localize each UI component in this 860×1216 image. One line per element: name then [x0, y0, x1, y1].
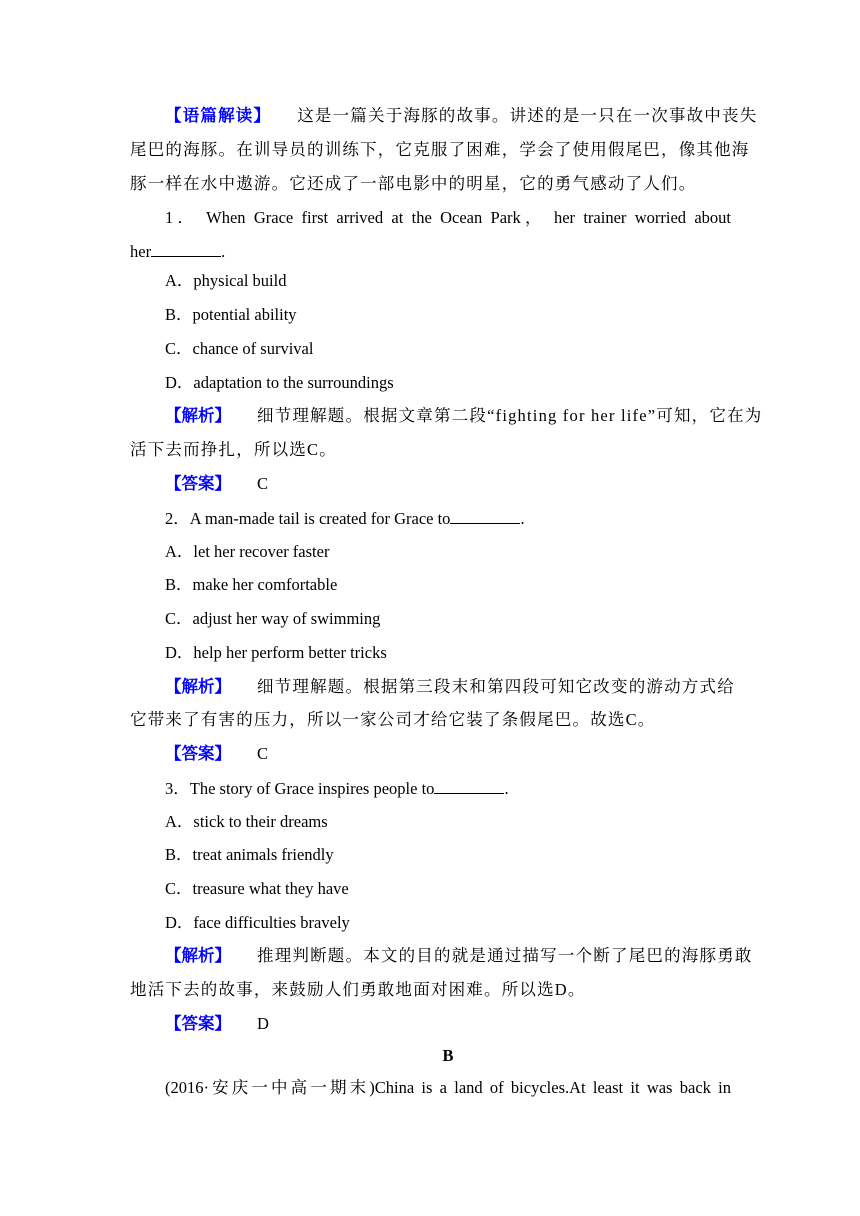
answer-tag: 【答案】: [165, 474, 231, 493]
answer-value: D: [257, 1014, 269, 1033]
passage-analysis-tag: 【语篇解读】: [165, 106, 272, 125]
answer-tag: 【答案】: [165, 744, 231, 763]
question-2-option-d: D．help her perform better tricks: [165, 643, 387, 662]
answer-blank: [434, 778, 504, 794]
question-3-answer: [165, 1014, 269, 1034]
explanation-tag: 【解析】: [165, 677, 231, 696]
question-1-explanation-line-2: 活下去而挣扎，所以选C。: [130, 440, 337, 459]
question-1-option-d: D．adaptation to the surroundings: [165, 373, 394, 392]
section-b-passage-line-1: (2016·安庆一中高一期末)China is a land of bicycles.At least it was back in: [165, 1078, 731, 1097]
question-3-explanation-line-1: 【解析】 推理判断题。本文的目的就是通过描写一个断了尾巴的海豚勇敢: [165, 946, 753, 965]
question-1-stem: 1． When Grace first arrived at the Ocean Park， her trainer worried about: [165, 208, 731, 227]
question-3-option-c: C．treasure what they have: [165, 879, 349, 898]
question-2-option-c: C．adjust her way of swimming: [165, 609, 381, 628]
passage-analysis-line-1: [165, 106, 758, 126]
answer-blank: [450, 508, 520, 524]
question-2-explanation-line-1: 【解析】 细节理解题。根据第三段末和第四段可知它改变的游动方式给: [165, 677, 735, 696]
question-3-option-b: B．treat animals friendly: [165, 845, 334, 864]
passage-analysis-text-1: 这是一篇关于海豚的故事。讲述的是一只在一次事故中丧失: [297, 106, 758, 125]
answer-value: C: [257, 474, 269, 493]
answer-blank: [151, 241, 221, 257]
question-2-answer: [165, 744, 268, 764]
question-3-option-d: D．face difficulties bravely: [165, 913, 350, 932]
question-3-stem: 3．The story of Grace inspires people to .: [165, 779, 509, 798]
question-1-answer: [165, 474, 268, 494]
question-2-option-a: A．let her recover faster: [165, 542, 330, 561]
question-1-stem-cont: her .: [130, 242, 226, 261]
question-3-option-a: A．stick to their dreams: [165, 812, 328, 831]
question-1-option-c: C．chance of survival: [165, 339, 314, 358]
explanation-tag: 【解析】: [165, 406, 231, 425]
explanation-tag: 【解析】: [165, 946, 231, 965]
question-1-explanation-line-1: 【解析】 细节理解题。根据文章第二段“fighting for her life”可知，它在为: [165, 406, 763, 425]
answer-tag: 【答案】: [165, 1014, 231, 1033]
question-3-explanation-line-2: 地活下去的故事，来鼓励人们勇敢地面对困难。所以选D。: [130, 980, 586, 999]
question-2-explanation-line-2: 它带来了有害的压力，所以一家公司才给它装了条假尾巴。故选C。: [130, 710, 656, 729]
question-2-stem: 2．A man-made tail is created for Grace to .: [165, 509, 525, 528]
question-1-option-a: A．physical build: [165, 271, 287, 290]
section-heading: B: [442, 1046, 454, 1065]
passage-analysis-line-3: 豚一样在水中遨游。它还成了一部电影中的明星，它的勇气感动了人们。: [130, 174, 697, 193]
answer-value: C: [257, 744, 269, 763]
passage-analysis-line-2: 尾巴的海豚。在训导员的训练下，它克服了困难，学会了使用假尾巴，像其他海: [130, 140, 750, 159]
question-2-option-b: B．make her comfortable: [165, 575, 338, 594]
question-1-option-b: B．potential ability: [165, 305, 297, 324]
